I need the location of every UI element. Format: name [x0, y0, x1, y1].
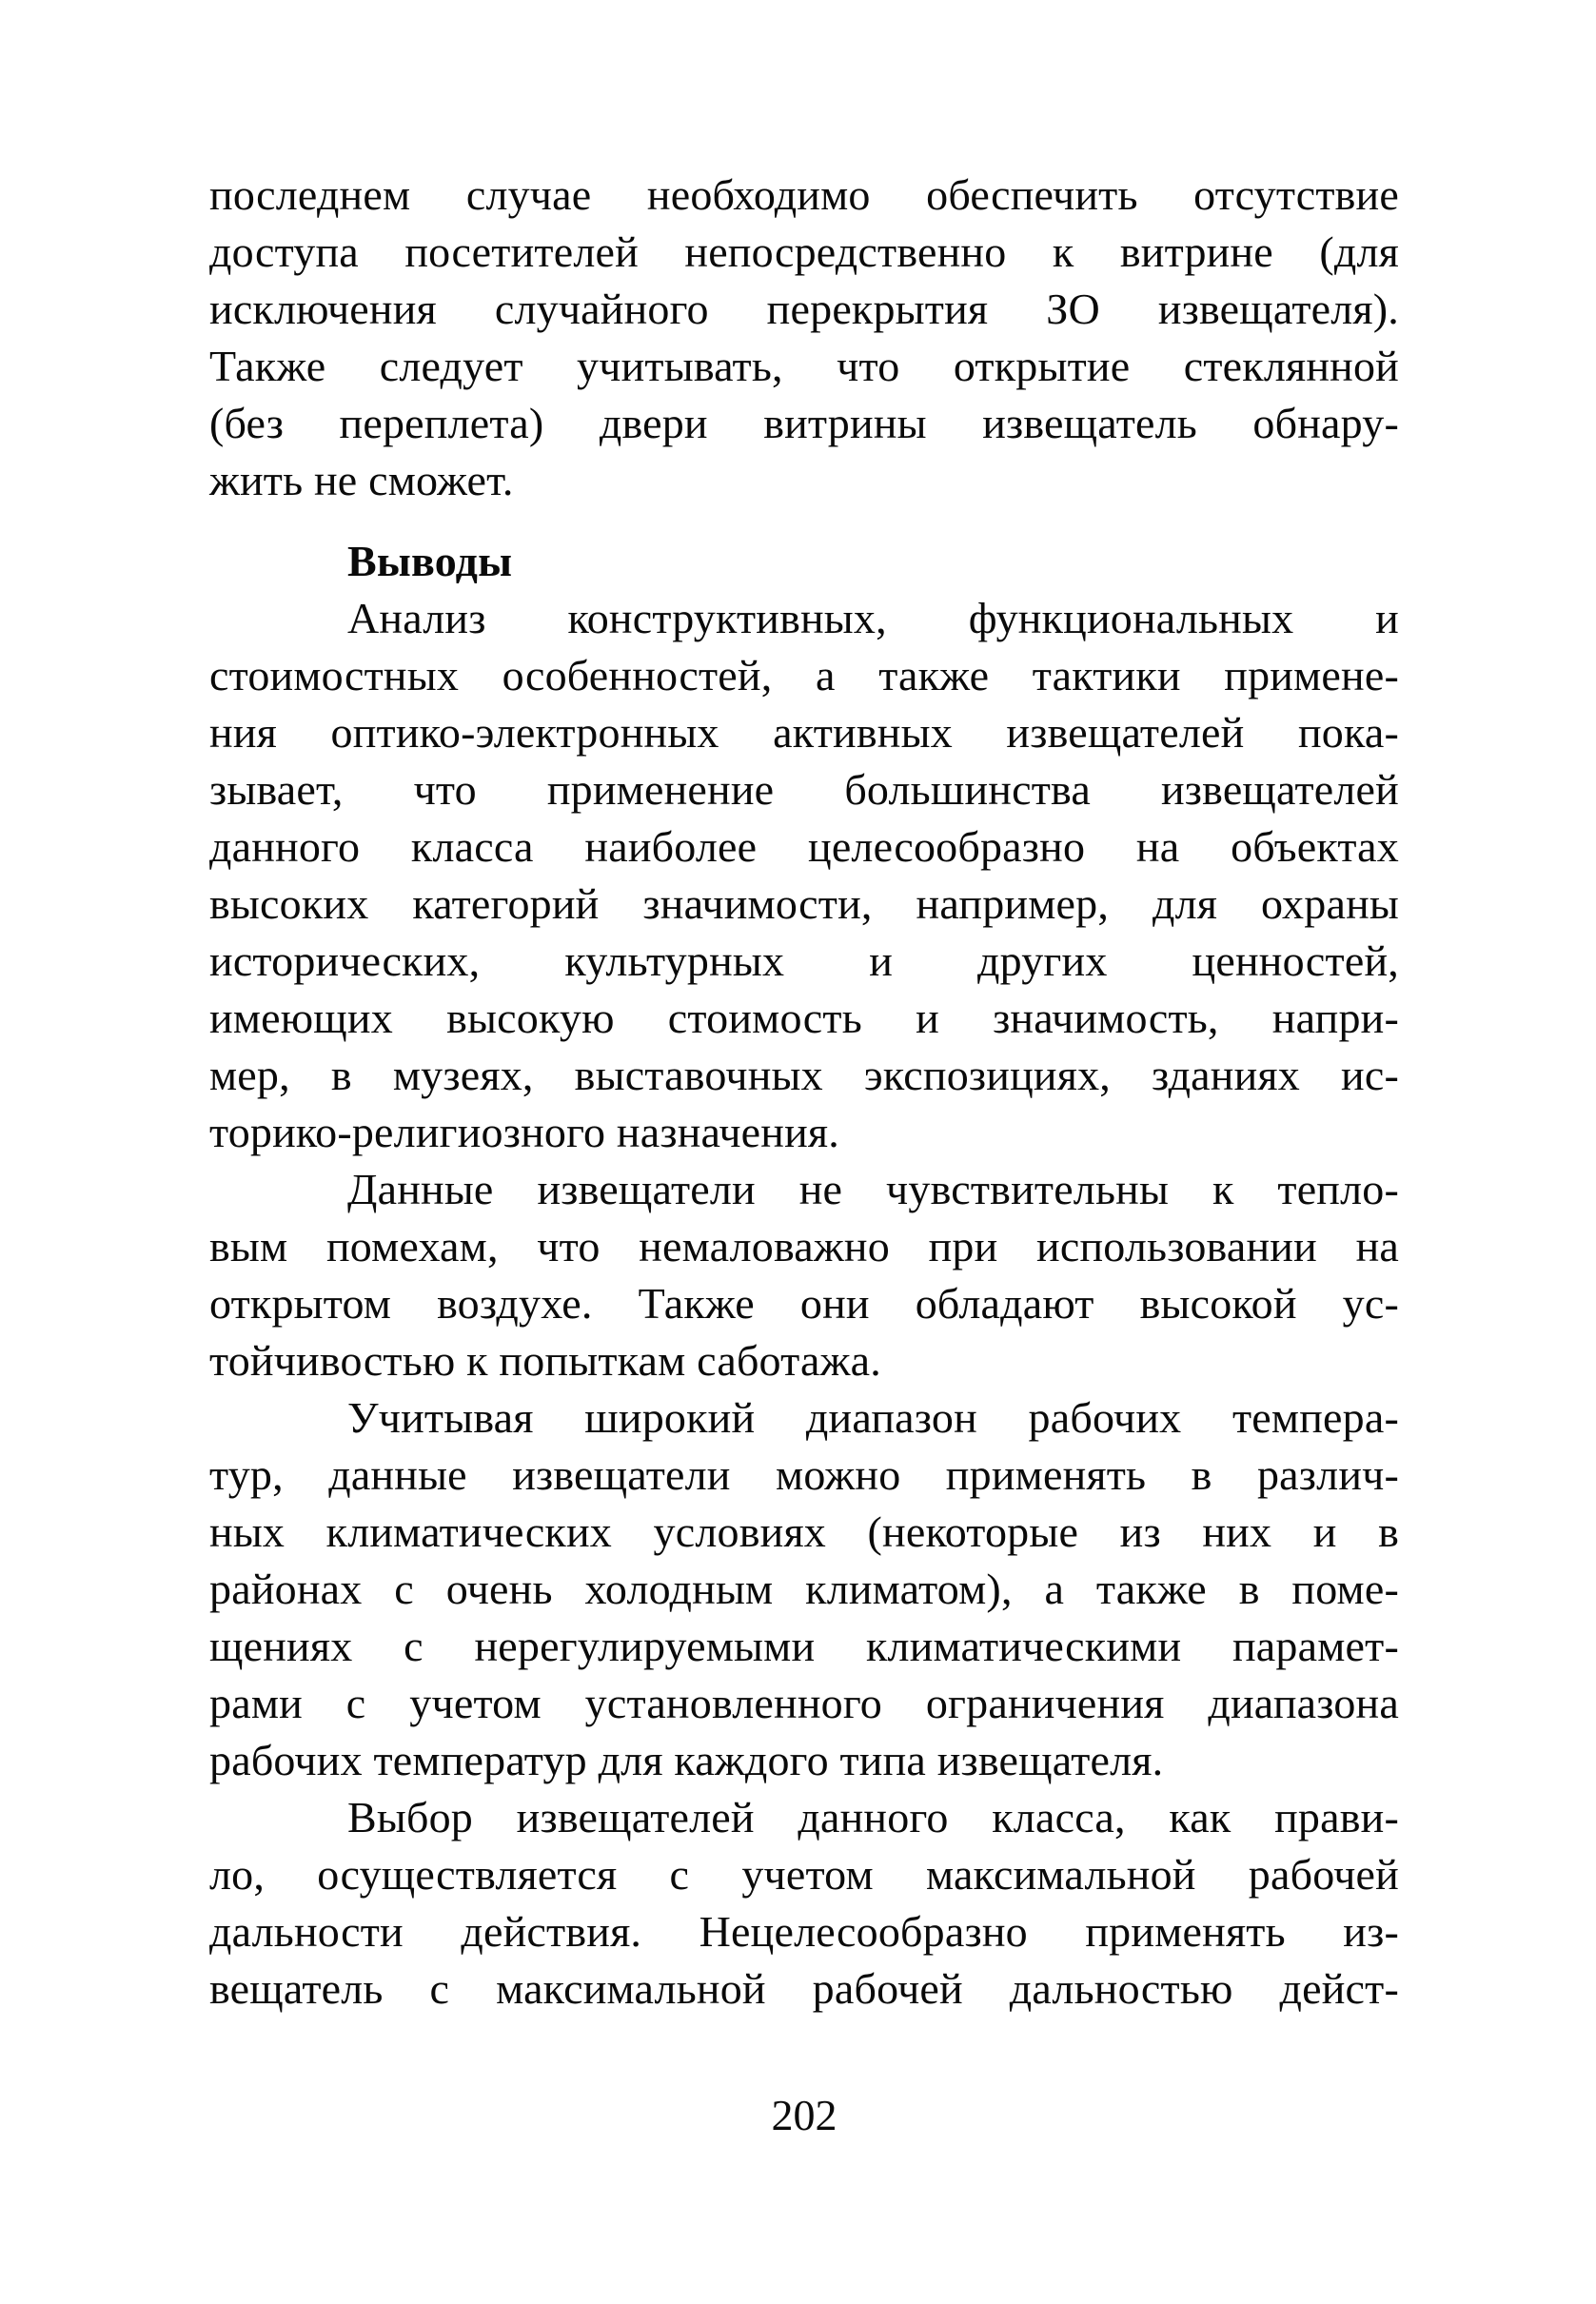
text-line: вым помехам, что немаловажно при использовании на [209, 1222, 1399, 1270]
text-line: районах с очень холодным климатом), а также в поме- [209, 1565, 1399, 1613]
text-line: ния оптико-электронных активных извещателей пока- [209, 708, 1399, 757]
text-line: имеющих высокую стоимость и значимость, напри- [209, 994, 1399, 1042]
text-line: тойчивостью к попыткам саботажа. [209, 1336, 881, 1385]
text-line: исторических, культурных и других ценностей, [209, 936, 1399, 985]
text-line: дальности действия. Нецелесообразно применять из- [209, 1907, 1399, 1956]
text-line: ных климатических условиях (некоторые из них и в [209, 1507, 1399, 1556]
text-line: торико-религиозного назначения. [209, 1108, 839, 1156]
text-line: высоких категорий значимости, например, для охраны [209, 879, 1399, 928]
text-line: открытом воздухе. Также они обладают высокой ус- [209, 1279, 1399, 1328]
text-line: Также следует учитывать, что открытие стеклянной [209, 342, 1399, 390]
text-line: щениях с нерегулируемыми климатическими парамет- [209, 1622, 1399, 1670]
text-line: зывает, что применение большинства извещателей [209, 765, 1399, 814]
text-line: ло, осуществляется с учетом максимальной рабочей [209, 1850, 1399, 1899]
text-line: данного класса наиболее целесообразно на объектах [209, 822, 1399, 871]
text-line: тур, данные извещатели можно применять в различ- [209, 1450, 1399, 1499]
text-line: последнем случае необходимо обеспечить отсутствие [209, 170, 1399, 219]
text-line: (без переплета) двери витрины извещатель обнару- [209, 399, 1399, 447]
text-line: мер, в музеях, выставочных экспозициях, зданиях ис- [209, 1051, 1399, 1099]
text-line: рами с учетом установленного ограничения диапазона [209, 1679, 1399, 1727]
text-line: Данные извещатели не чувствительны к тепло- [347, 1165, 1399, 1213]
text-line: доступа посетителей непосредственно к витрине (для [209, 227, 1399, 276]
book-page-text-block [209, 167, 1399, 2018]
text-line: Выбор извещателей данного класса, как прави- [347, 1793, 1399, 1841]
page-number: 202 [771, 2091, 837, 2139]
text-line: Анализ конструктивных, функциональных и [347, 594, 1399, 642]
text-line: Учитывая широкий диапазон рабочих темпера- [347, 1393, 1399, 1442]
text-line: вещатель с максимальной рабочей дальностью дейст- [209, 1964, 1399, 2013]
text-line: стоимостных особенностей, а также тактики примене- [209, 651, 1399, 699]
text-line: рабочих температур для каждого типа извещателя. [209, 1736, 1164, 1784]
section-heading: Выводы [347, 537, 513, 585]
text-line: исключения случайного перекрытия ЗО извещателя). [209, 285, 1399, 333]
text-line: жить не сможет. [209, 456, 514, 504]
